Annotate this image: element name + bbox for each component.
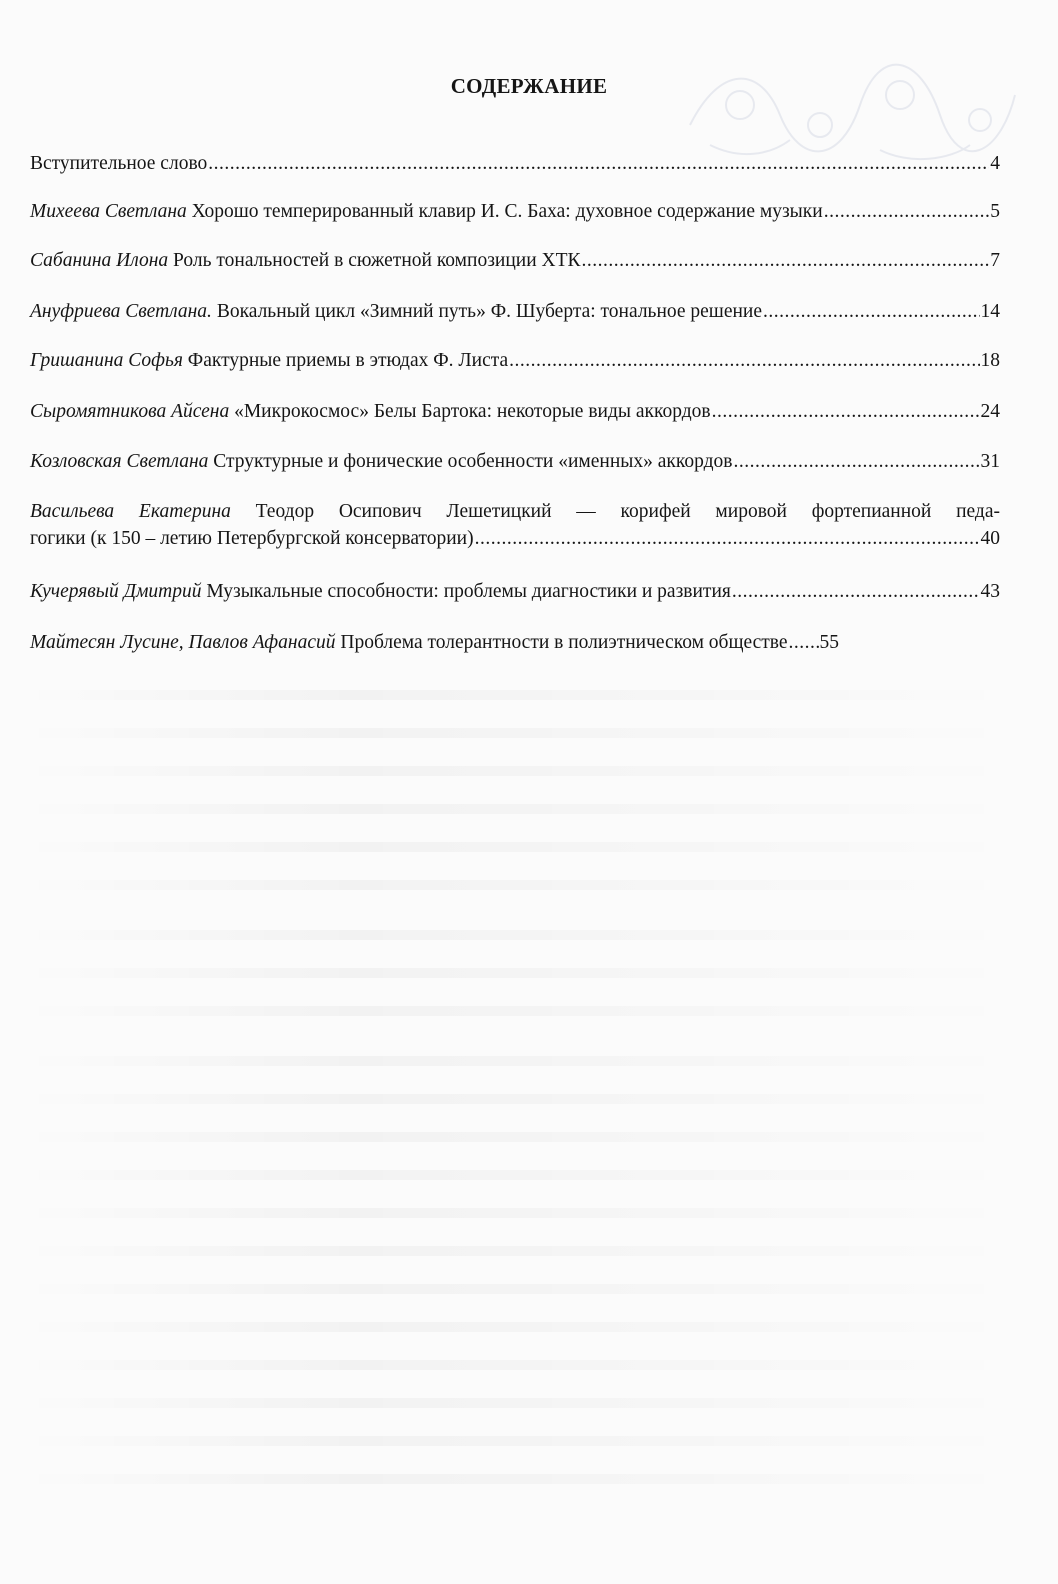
toc-entry-title: Хорошо темперированный клавир И. С. Баха: духовное содержание музыки bbox=[191, 201, 823, 222]
toc-entry-page: 24 bbox=[980, 401, 1000, 422]
dot-leader bbox=[733, 448, 979, 475]
toc-entry-author: Ануфриева Светлана. bbox=[30, 301, 212, 322]
toc-entry bbox=[30, 498, 1000, 552]
toc-entry-author: Гришанина Софья bbox=[30, 350, 183, 371]
toc-entry-title: Фактурные приемы в этюдах Ф. Листа bbox=[187, 350, 509, 371]
dot-leader bbox=[582, 247, 990, 274]
toc-entry-author: Козловская Светлана bbox=[30, 451, 209, 472]
toc-entry-page: 18 bbox=[980, 350, 1000, 371]
toc-entry bbox=[30, 150, 1000, 177]
dot-leader bbox=[509, 347, 979, 374]
dot-leader bbox=[712, 398, 980, 425]
toc-entry-title: Вокальный цикл «Зимний путь» Ф. Шуберта: тональное решение bbox=[216, 301, 762, 322]
toc-entry-author: Васильева Екатерина bbox=[30, 501, 231, 522]
toc-entry bbox=[30, 448, 1000, 475]
toc-entry-page: 5 bbox=[990, 201, 1000, 222]
toc-entry bbox=[30, 247, 1000, 274]
toc-entry-title: «Микрокосмос» Белы Бартока: некоторые виды аккордов bbox=[234, 401, 711, 422]
dot-leader bbox=[208, 150, 989, 177]
toc-entry bbox=[30, 198, 1000, 225]
toc-entry-title: Музыкальные способности: проблемы диагностики и развития bbox=[206, 581, 731, 602]
toc-entry-author: Кучерявый Дмитрий bbox=[30, 581, 202, 602]
toc-entry-title: Теодор Осипович Лешетицкий — корифей мировой фортепианной педа- bbox=[255, 501, 1000, 522]
toc-entry-page: 43 bbox=[980, 581, 1000, 602]
dot-leader bbox=[789, 629, 819, 656]
toc-entry-title: Проблема толерантности в полиэтническом обществе bbox=[340, 632, 788, 653]
toc-entry bbox=[30, 398, 1000, 425]
dot-leader bbox=[824, 198, 990, 225]
toc-entry bbox=[30, 298, 1000, 325]
toc-entry-page: 40 bbox=[980, 528, 1000, 549]
toc-entry-title: Структурные и фонические особенности «именных» аккордов bbox=[213, 451, 733, 472]
toc-entry-author: Сабанина Илона bbox=[30, 250, 169, 271]
toc-entry-page: 55 bbox=[819, 632, 840, 653]
toc-entry-title: Вступительное слово bbox=[30, 153, 208, 174]
toc-entry-author: Михеева Светлана bbox=[30, 201, 187, 222]
toc-entry-title-continued: гогики (к 150 – летию Петербургской консерватории) bbox=[30, 528, 474, 549]
toc-entry-page: 31 bbox=[980, 451, 1000, 472]
toc-entry-title: Роль тональностей в сюжетной композиции ХТК bbox=[173, 250, 581, 271]
toc-entry bbox=[30, 578, 1000, 605]
toc-entry bbox=[30, 629, 1000, 656]
page-title: СОДЕРЖАНИЕ bbox=[450, 74, 608, 98]
toc-entry-page: 4 bbox=[990, 153, 1000, 174]
toc-entry-page: 7 bbox=[990, 250, 1000, 271]
dot-leader bbox=[732, 578, 980, 605]
toc-entry bbox=[30, 347, 1000, 374]
dot-leader bbox=[475, 525, 980, 552]
dot-leader bbox=[763, 298, 980, 325]
toc-entry-author: Сыромятникова Айсена bbox=[30, 401, 230, 422]
toc-entry-page: 14 bbox=[980, 301, 1000, 322]
toc-entry-author: Майтесян Лусине, Павлов Афанасий bbox=[30, 632, 336, 653]
